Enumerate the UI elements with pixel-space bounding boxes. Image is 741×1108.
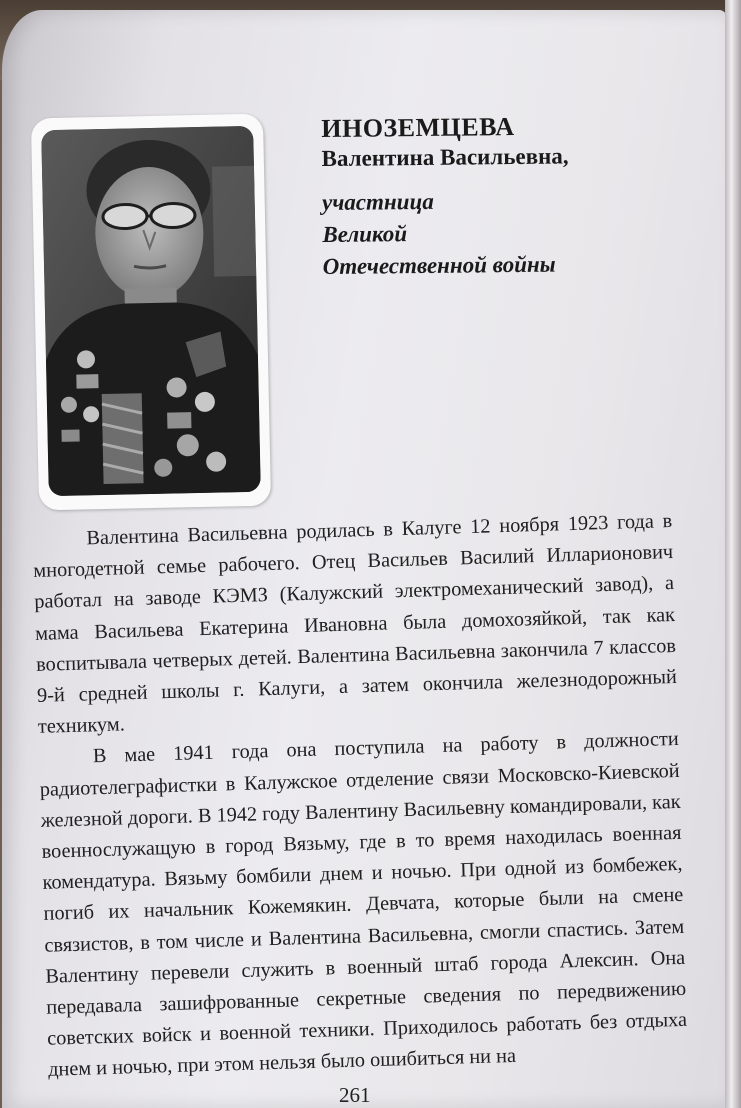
portrait-frame <box>31 114 271 511</box>
article-heading <box>321 109 713 283</box>
subtitle-line: Отечественной войны <box>322 251 556 280</box>
page-number: 261 <box>339 1083 371 1107</box>
surname: ИНОЗЕМЦЕВА <box>321 112 515 144</box>
subtitle <box>322 183 713 283</box>
page-edge <box>725 0 741 1108</box>
portrait-photo <box>41 126 261 496</box>
subtitle-line: участница <box>321 188 434 216</box>
book-page <box>2 10 727 1108</box>
subtitle-line: Великой <box>322 221 408 248</box>
article-body <box>32 506 688 1086</box>
portrait-image <box>41 126 261 496</box>
given-name: Валентина Васильевна, <box>321 143 569 172</box>
paragraph: В мае 1941 года она поступила на работу в должности радиотелеграфистки в Калужское отделение связи Московско-Киевской железной дороги. В 1942 году Валентину Васильевну командировали, как военнослужащую в город Вязьму, где в то время находилась военная комендатура. Вязьму бомбили днем и ночью. При одной из бомбежек, погиб их начальник Кожемякин. Девчата, которые были на смене связистов, в том числе и Валентина Васильевна, смогли спастись. Затем Валентину перевели служить в военный штаб города Алексин. Она передавала зашифрованные секретные сведения по передвижению советских войск и военной техники. Приходилось работать без отдыха днем и ночью, при этом нельзя было ошибиться ни на <box>39 728 688 1082</box>
paragraph: Валентина Васильевна родилась в Калуге 12 ноября 1923 года в многодетной семье рабочего. Отец Васильев Василий Илларионович работал на заводе КЭМЗ (Калужский электромеханический завод), а мама Васильева Екатерина Ивановна была домохозяйкой, так как воспитывала четверых детей. Валентина Васильевна закончила 7 классов 9-й средней школы г. Калуги, а затем окончила железнодорожный техникум. <box>33 510 678 739</box>
